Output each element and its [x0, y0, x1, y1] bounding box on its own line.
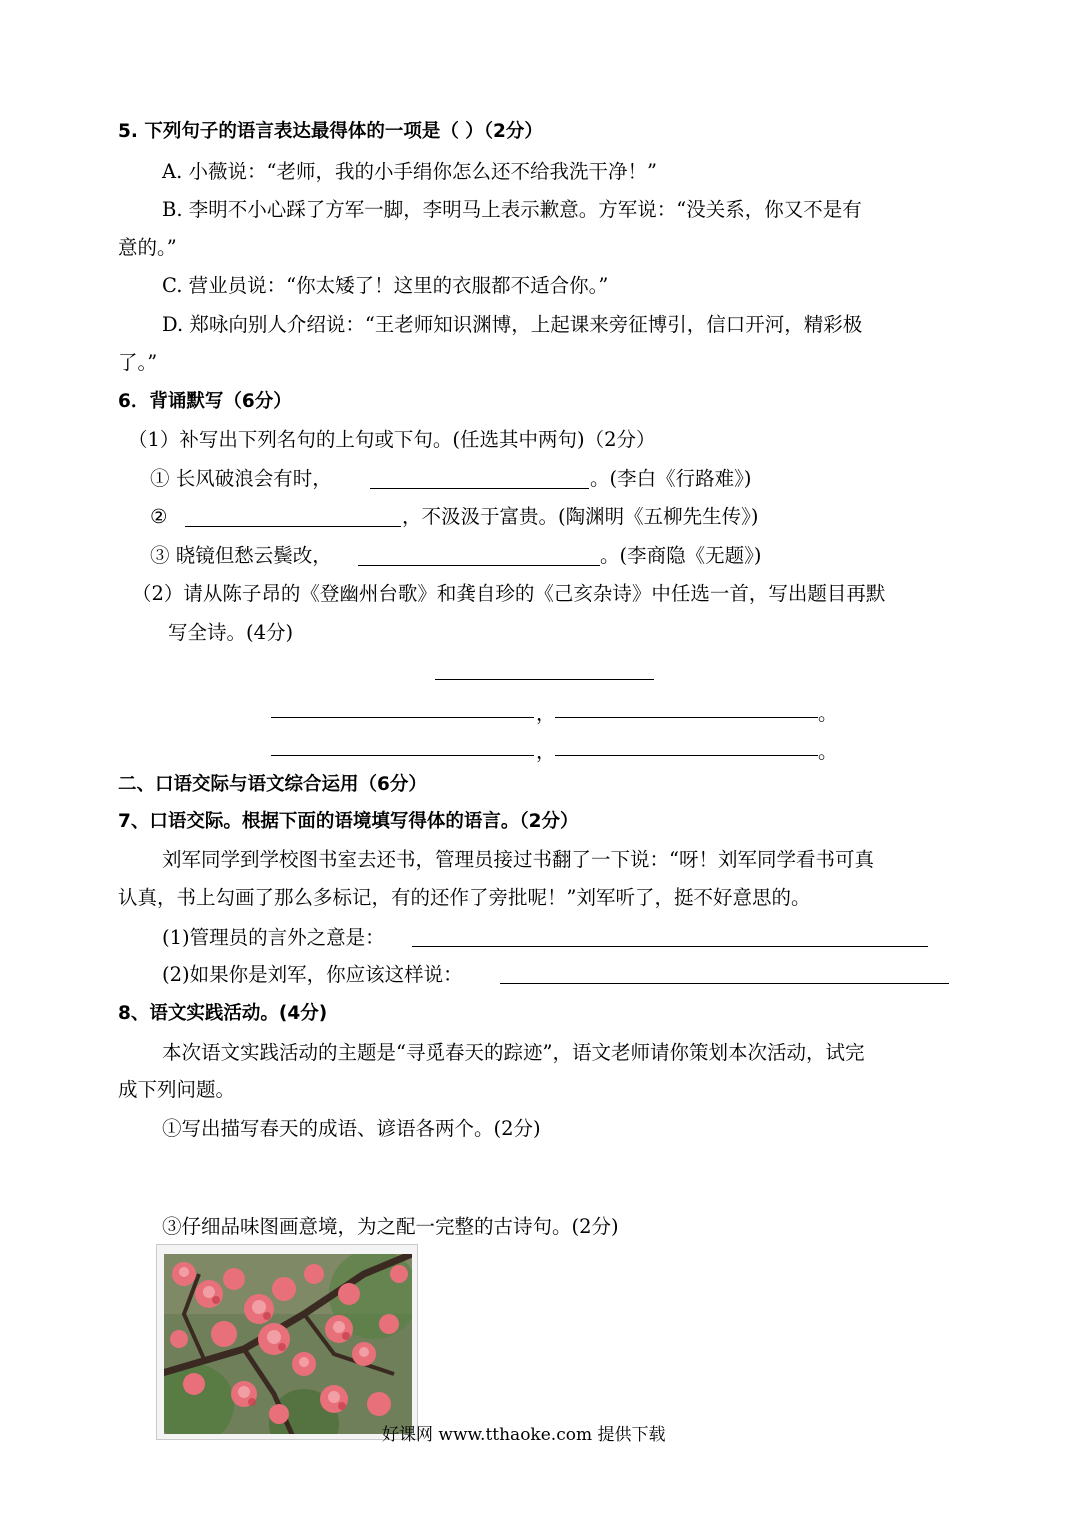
q6-item3-source: 。(李商隐《无题》)	[600, 544, 762, 567]
poem-title-blank[interactable]	[435, 679, 654, 680]
q6-item2-source: ，不汲汲于富贵。(陶渊明《五柳先生传》)	[402, 505, 759, 528]
footer-source: 好课网 www.tthaoke.com 提供下载	[382, 1425, 666, 1445]
flower-photo	[164, 1254, 412, 1434]
poem-line2-comma: ，	[536, 740, 556, 763]
q7-title: 7、口语交际。根据下面的语境填写得体的语言。（2分）	[118, 811, 579, 832]
q7-sub2-prompt: (2)如果你是刘军，你应该这样说：	[162, 963, 463, 986]
q6-item3-prefix: ③ 晓镜但愁云鬓改，	[150, 544, 332, 567]
q6-title: 6．背诵默写（6分）	[118, 391, 292, 412]
poem-line2-period: 。	[818, 740, 838, 763]
q7-paragraph-line2: 认真，书上勾画了那么多标记，有的还作了旁批呢！”刘军听了，挺不好意思的。	[118, 886, 811, 909]
blossom-branch-image	[164, 1254, 412, 1434]
q8-sub1-prompt: ①写出描写春天的成语、谚语各两个。(2分)	[162, 1117, 541, 1140]
q6-item1-blank[interactable]	[370, 488, 589, 489]
q6-part2-line2: 写全诗。(4分)	[168, 621, 294, 644]
q8-paragraph-line2: 成下列问题。	[118, 1078, 236, 1101]
q8-sub3-prompt: ③仔细品味图画意境，为之配一完整的古诗句。(2分)	[162, 1215, 619, 1238]
q6-item3-blank[interactable]	[358, 565, 600, 566]
q5-option-d-line2: 了。”	[118, 351, 158, 374]
q7-sub1-prompt: (1)管理员的言外之意是：	[162, 926, 385, 949]
q8-title: 8、语文实践活动。(4分)	[118, 1003, 328, 1024]
q5-option-a: A. 小薇说：“老师，我的小手绢你怎么还不给我洗干净！”	[162, 160, 657, 183]
q5-option-b-line2: 意的。”	[118, 236, 177, 259]
poem-line1-blank-b[interactable]	[555, 717, 818, 718]
poem-line1-comma: ，	[536, 702, 556, 725]
q5-option-b-line1: B. 李明不小心踩了方军一脚，李明马上表示歉意。方军说：“没关系，你又不是有	[162, 198, 862, 221]
poem-line2-blank-b[interactable]	[555, 755, 818, 756]
q5-option-d-line1: D. 郑咏向别人介绍说：“王老师知识渊博，上起课来旁征博引，信口开河，精彩极	[162, 313, 863, 336]
q6-item1-source: 。(李白《行路难》)	[590, 467, 752, 490]
q6-item2-prefix: ②	[150, 505, 168, 528]
poem-line1-period: 。	[818, 702, 838, 725]
flower-photo-frame	[156, 1244, 418, 1440]
poem-line2-blank-a[interactable]	[271, 755, 534, 756]
q6-item2-blank[interactable]	[185, 526, 401, 527]
q7-sub1-blank[interactable]	[412, 946, 928, 947]
q8-paragraph-line1: 本次语文实践活动的主题是“寻觅春天的踪迹”，语文老师请你策划本次活动，试完	[162, 1041, 865, 1064]
q6-item1-prefix: ① 长风破浪会有时，	[150, 467, 332, 490]
poem-line1-blank-a[interactable]	[271, 717, 534, 718]
q6-part2-line1: （2）请从陈子昂的《登幽州台歌》和龚自珍的《己亥杂诗》中任选一首，写出题目再默	[132, 582, 886, 605]
q5-option-c: C. 营业员说：“你太矮了！这里的衣服都不适合你。”	[162, 274, 609, 297]
q6-part1-instruction: （1）补写出下列名句的上句或下句。(任选其中两句)（2分）	[128, 428, 656, 451]
q7-paragraph-line1: 刘军同学到学校图书室去还书，管理员接过书翻了一下说：“呀！刘军同学看书可真	[162, 848, 874, 871]
q7-sub2-blank[interactable]	[500, 983, 949, 984]
q5-title: 5. 下列句子的语言表达最得体的一项是（ ）（2分）	[118, 121, 543, 142]
section2-title: 二、口语交际与语文综合运用（6分）	[118, 774, 427, 795]
